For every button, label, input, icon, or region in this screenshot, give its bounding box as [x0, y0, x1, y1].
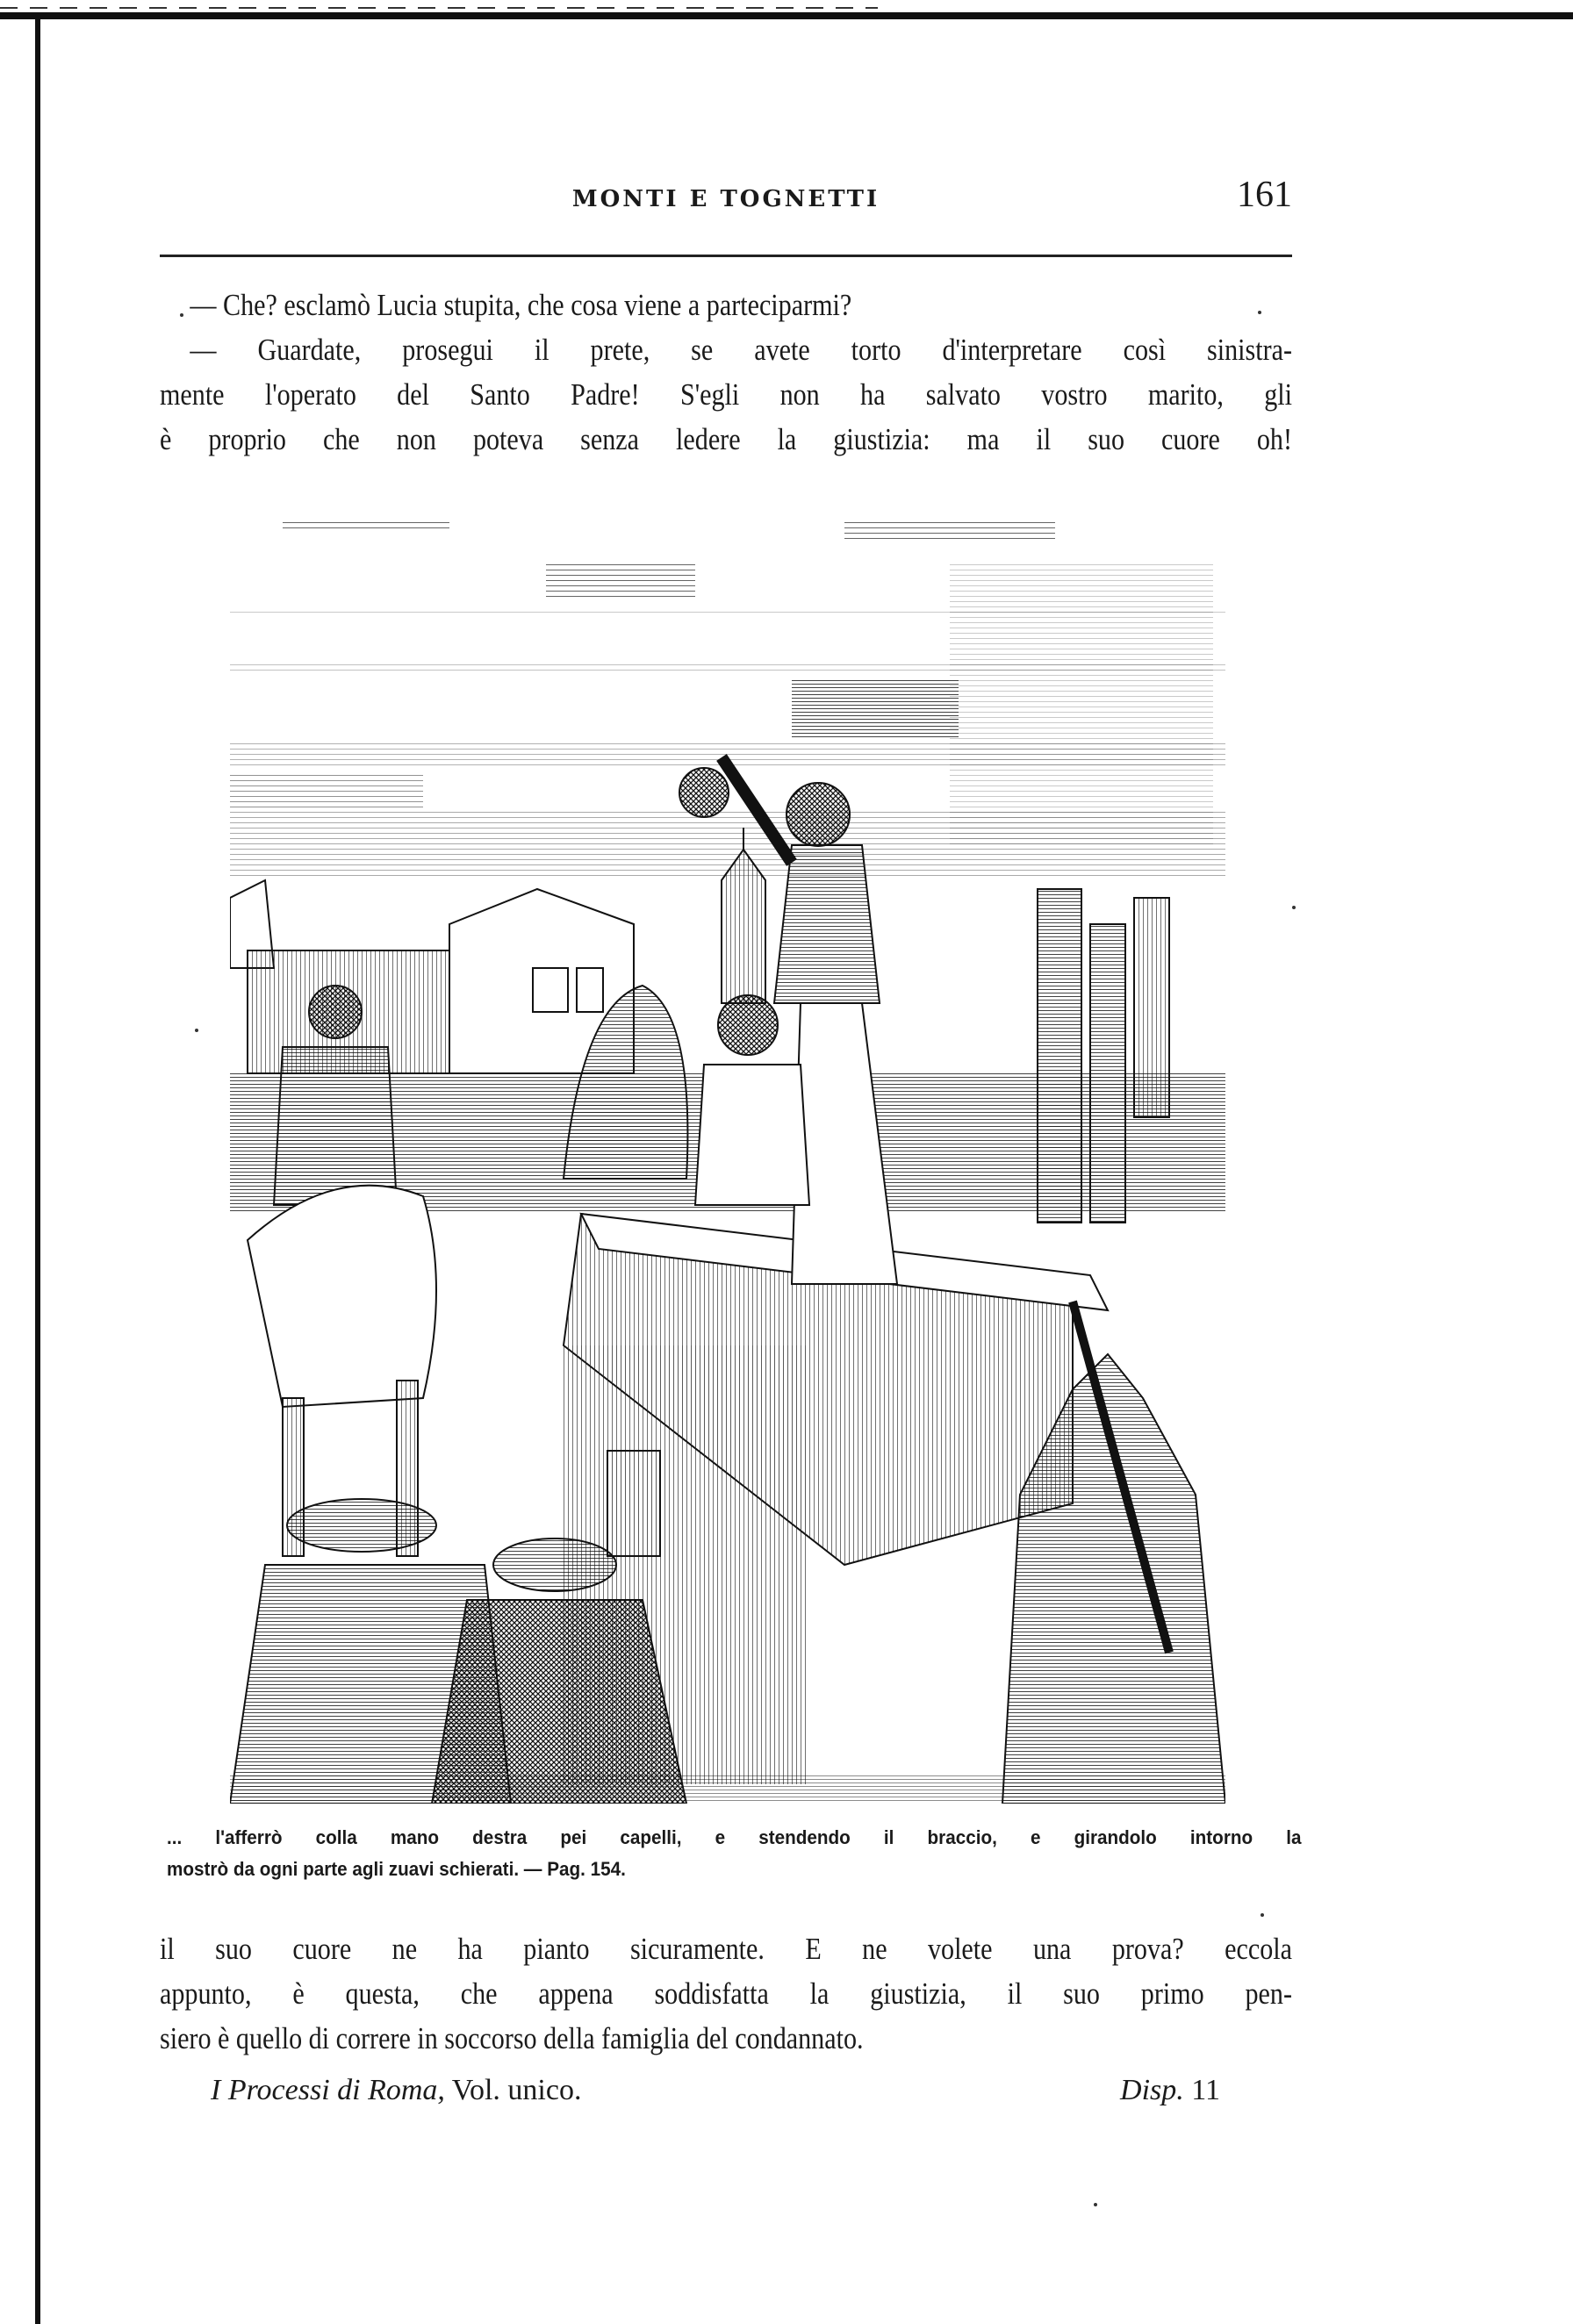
engraving-illustration [230, 512, 1225, 1804]
print-speck [1261, 1913, 1264, 1917]
bottom-text [160, 1926, 1292, 2061]
scan-edge-top [0, 12, 1573, 19]
print-speck [1094, 2203, 1097, 2206]
text-line: — Che? esclamò Lucia stupita, che cosa viene a parteciparmi? [190, 288, 852, 322]
text-line: il suo cuore ne ha pianto sicuramente. E ne volete una prova? eccola [160, 1932, 1292, 1966]
print-speck [1292, 906, 1296, 909]
print-speck [180, 313, 183, 317]
footer-title: I Processi di Roma, [211, 2074, 445, 2106]
header-rule [160, 255, 1292, 257]
dispensa-number: 11 [1183, 2074, 1220, 2106]
dispensa-mark [1120, 2074, 1220, 2107]
running-title: MONTI E TOGNETTI [571, 186, 880, 212]
print-speck [1258, 311, 1261, 314]
text-line: — Guardate, prosegui il prete, se avete torto d'interpretare così sinistra- [190, 333, 1292, 367]
print-speck [195, 1029, 198, 1032]
page-number: 161 [1237, 175, 1292, 215]
ground [230, 1775, 1225, 1804]
text-line: è proprio che non poteva senza ledere la giustizia: ma il suo cuore oh! [160, 422, 1292, 456]
engraving-scene [230, 512, 1225, 1804]
text-line: appunto, è questa, che appena soddisfatta la giustizia, il suo primo pen- [160, 1976, 1292, 2011]
top-text [160, 283, 1292, 462]
footer-volume: Vol. unico. [444, 2074, 582, 2106]
running-head [160, 174, 1292, 226]
signature-footer [211, 2074, 1220, 2116]
illustration-caption [167, 1822, 1302, 1885]
text-line: siero è quello di correre in soccorso della famiglia del condannato. [160, 2021, 864, 2055]
dispensa-label: Disp. [1120, 2074, 1184, 2106]
caption-line: ... l'afferrò colla mano destra pei capelli, e stendendo il braccio, e girandolo intorno la [167, 1826, 1302, 1848]
caption-line: mostrò da ogni parte agli zuavi schierati. — Pag. 154. [167, 1858, 626, 1880]
scan-edge-faint [0, 7, 878, 9]
scan-edge-left [35, 12, 40, 2324]
text-line: mente l'operato del Santo Padre! S'egli non ha salvato vostro marito, gli [160, 377, 1292, 412]
